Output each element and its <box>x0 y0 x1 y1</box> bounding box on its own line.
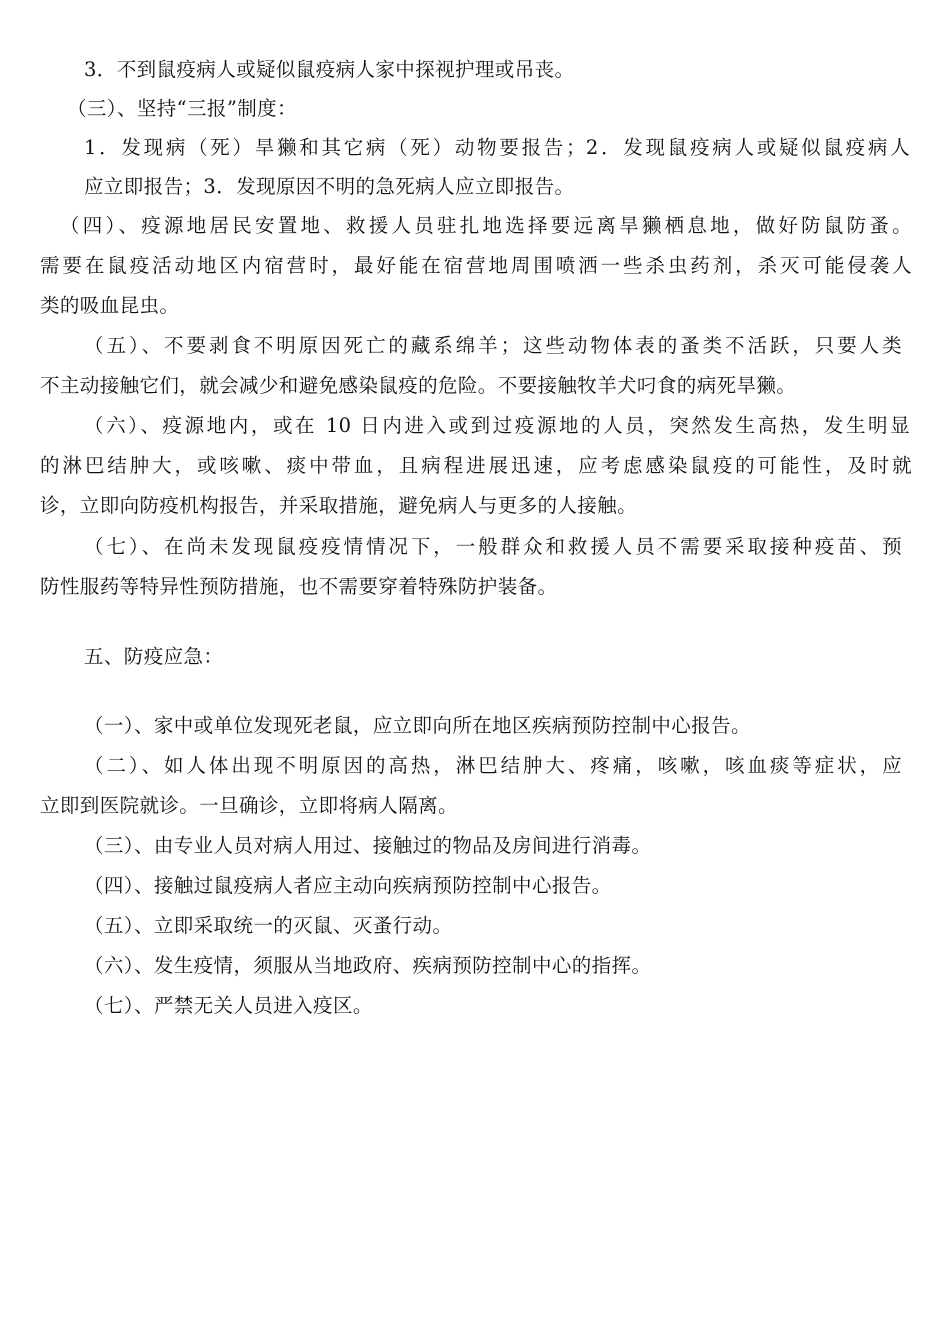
three-reports-line-1: 1．发现病（死）旱獭和其它病（死）动物要报告；2．发现鼠疫病人或疑似鼠疫病人 <box>84 136 910 159</box>
emergency-item-2-line-1: （二）、如人体出现不明原因的高热，淋巴结肿大、疼痛，咳嗽，咳血痰等症状，应 <box>84 754 902 777</box>
section-four-line-2: 需要在鼠疫活动地区内宿营时，最好能在宿营地周围喷洒一些杀虫药剂，杀灭可能侵袭人 <box>40 254 912 277</box>
section-five-line-1: （五）、不要剥食不明原因死亡的藏系绵羊；这些动物体表的蚤类不活跃，只要人类 <box>84 334 902 357</box>
section-four-line-3: 类的吸血昆虫。 <box>40 294 180 317</box>
emergency-item-4: （四）、接触过鼠疫病人者应主动向疾病预防控制中心报告。 <box>84 874 612 897</box>
emergency-item-6: （六）、发生疫情，须服从当地政府、疾病预防控制中心的指挥。 <box>84 954 652 977</box>
emergency-item-3: （三）、由专业人员对病人用过、接触过的物品及房间进行消毒。 <box>84 834 652 857</box>
section-five-line-2: 不主动接触它们，就会减少和避免感染鼠疫的危险。不要接触牧羊犬叼食的病死旱獭。 <box>40 374 797 397</box>
section-four-line-1: （四）、疫源地居民安置地、救援人员驻扎地选择要远离旱獭栖息地，做好防鼠防蚤。 <box>60 214 912 237</box>
three-reports-line-2: 应立即报告；3．发现原因不明的急死病人应立即报告。 <box>84 175 575 198</box>
emergency-item-2-line-2: 立即到医院就诊。一旦确诊，立即将病人隔离。 <box>40 794 458 817</box>
emergency-item-5: （五）、立即采取统一的灭鼠、灭蚤行动。 <box>84 914 453 937</box>
section-six-line-3: 诊，立即向防疫机构报告，并采取措施，避免病人与更多的人接触。 <box>40 494 638 517</box>
heading-emergency: 五、防疫应急： <box>84 645 224 668</box>
item-3-no-visit: 3．不到鼠疫病人或疑似鼠疫病人家中探视护理或吊丧。 <box>84 58 575 81</box>
section-seven-line-1: （七）、在尚未发现鼠疫疫情情况下，一般群众和救援人员不需要采取接种疫苗、预 <box>84 535 902 558</box>
emergency-item-1: （一）、家中或单位发现死老鼠，应立即向所在地区疾病预防控制中心报告。 <box>84 714 751 737</box>
emergency-item-7: （七）、严禁无关人员进入疫区。 <box>84 994 373 1017</box>
section-six-line-2: 的淋巴结肿大，或咳嗽、痰中带血，且病程进展迅速，应考虑感染鼠疫的可能性，及时就 <box>40 454 912 477</box>
heading-three-reports: （三）、坚持“三报”制度： <box>67 97 297 120</box>
section-seven-line-2: 防性服药等特异性预防措施，也不需要穿着特殊防护装备。 <box>40 575 558 598</box>
section-six-line-1: （六）、疫源地内，或在 10 日内进入或到过疫源地的人员，突然发生高热，发生明显 <box>84 414 910 437</box>
